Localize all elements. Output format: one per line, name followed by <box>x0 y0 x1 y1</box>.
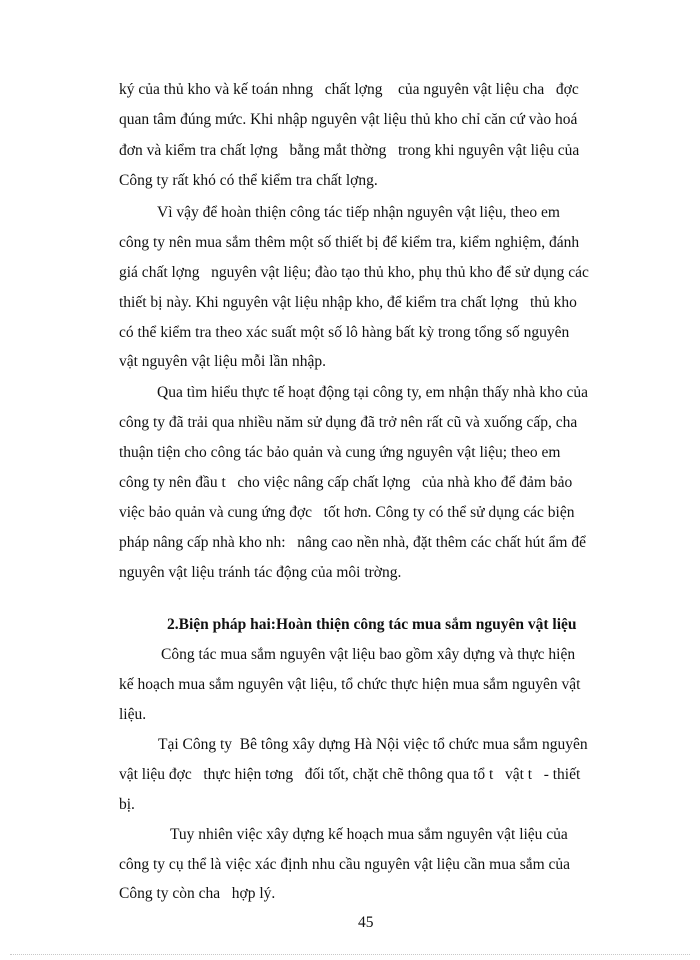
page-bottom-rule <box>10 954 690 955</box>
text-line: quan tâm đúng mức. Khi nhập nguyên vật liệu thủ kho chỉ căn cứ vào hoá <box>119 111 578 128</box>
text-line: việc bảo quản và cung ứng đợc tốt hơn. Công ty có thể sử dụng các biện <box>119 504 575 521</box>
text-line: Công ty rất khó có thể kiểm tra chất lợng. <box>119 172 378 189</box>
text-line: thuận tiện cho công tác bảo quản và cung ứng nguyên vật liệu; theo em <box>119 444 561 461</box>
text-line: Vì vậy để hoàn thiện công tác tiếp nhận nguyên vật liệu, theo em <box>157 204 560 221</box>
text-line: kế hoạch mua sắm nguyên vật liệu, tổ chức thực hiện mua sắm nguyên vật <box>119 676 581 693</box>
text-line: Tại Công ty Bê tông xây dựng Hà Nội việc tổ chức mua sắm nguyên <box>158 736 588 753</box>
text-line: Qua tìm hiểu thực tế hoạt động tại công ty, em nhận thấy nhà kho của <box>157 384 588 401</box>
text-line: công ty nên mua sắm thêm một số thiết bị để kiểm tra, kiểm nghiệm, đánh <box>119 234 580 251</box>
text-line: giá chất lợng nguyên vật liệu; đào tạo thủ kho, phụ thủ kho để sử dụng các <box>119 264 589 281</box>
text-line: ký của thủ kho và kế toán nhng chất lợng của nguyên vật liệu cha đợc <box>119 81 579 98</box>
text-line: công ty cụ thể là việc xác định nhu cầu nguyên vật liệu cần mua sắm của <box>119 856 571 873</box>
text-line: công ty nên đầu t cho việc nâng cấp chất lợng của nhà kho để đảm bảo <box>119 474 573 491</box>
text-line: bị. <box>119 796 135 813</box>
text-line: có thể kiểm tra theo xác suất một số lô hàng bất kỳ trong tổng số nguyên <box>119 324 570 341</box>
text-line: nguyên vật liệu tránh tác động của môi trờng. <box>119 564 402 581</box>
text-line: pháp nâng cấp nhà kho nh: nâng cao nền nhà, đặt thêm các chất hút ẩm để <box>119 534 586 551</box>
page-number: 45 <box>358 914 374 931</box>
text-line: đơn và kiểm tra chất lợng bằng mắt thờng trong khi nguyên vật liệu của <box>119 142 580 159</box>
text-line: Công ty còn cha hợp lý. <box>119 885 276 902</box>
text-line: vật nguyên vật liệu mỗi lần nhập. <box>119 353 327 370</box>
text-line: vật liệu đợc thực hiện tơng đối tốt, chặt chẽ thông qua tổ t vật t - thiết <box>119 766 581 783</box>
text-line: liệu. <box>119 706 147 723</box>
text-line: Tuy nhiên việc xây dựng kế hoạch mua sắm nguyên vật liệu của <box>170 826 568 843</box>
text-line: Công tác mua sắm nguyên vật liệu bao gồm xây dựng và thực hiện <box>161 646 576 663</box>
text-line: công ty đã trải qua nhiều năm sử dụng đã trở nên rất cũ và xuống cấp, cha <box>119 414 578 431</box>
section-heading: 2.Biện pháp hai:Hoàn thiện công tác mua sắm nguyên vật liệu <box>167 616 577 633</box>
text-line: thiết bị này. Khi nguyên vật liệu nhập kho, để kiểm tra chất lợng thủ kho <box>119 294 577 311</box>
